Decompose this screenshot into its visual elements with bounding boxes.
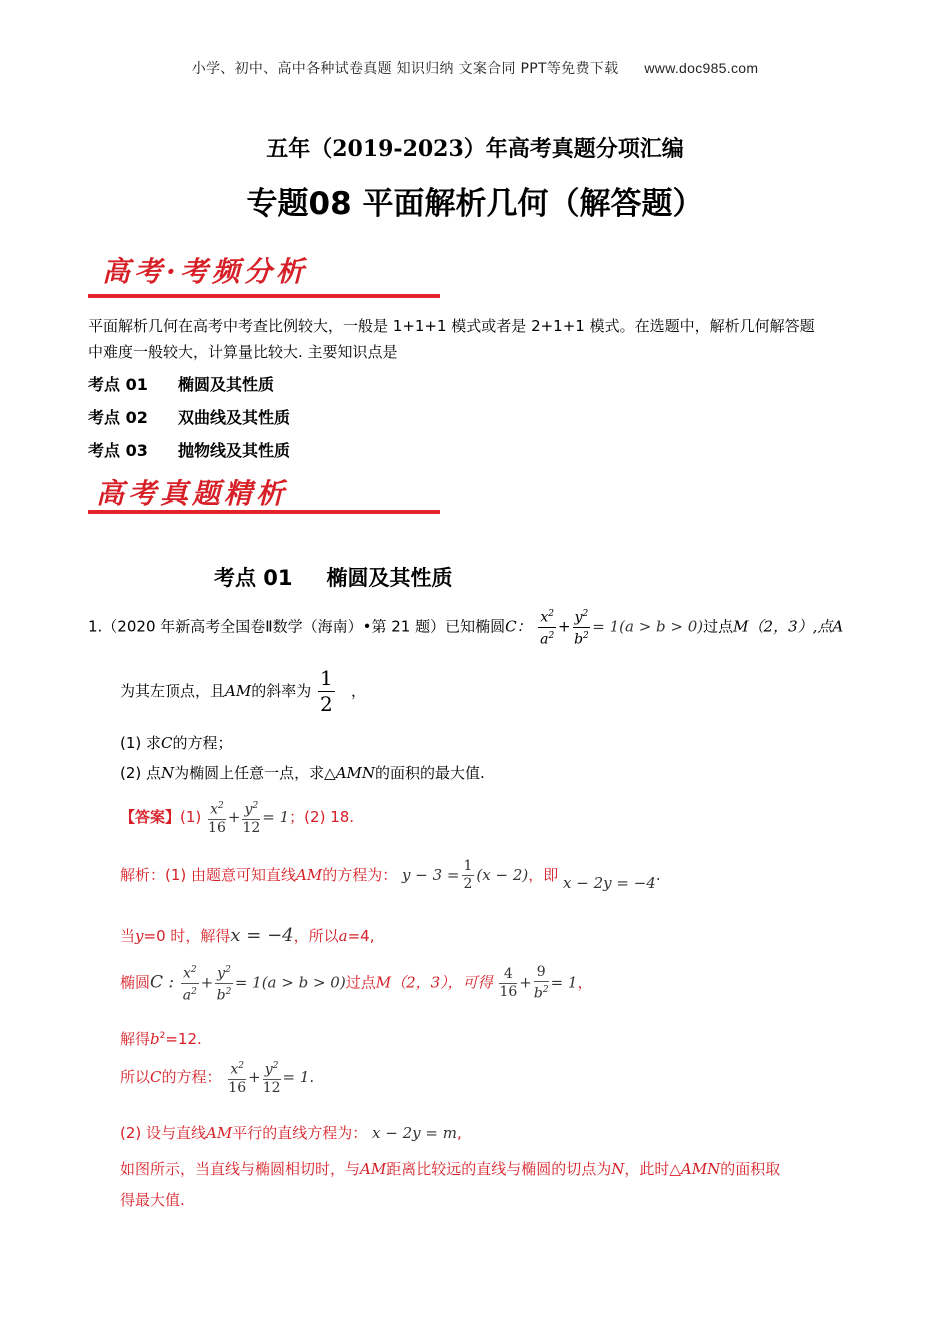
- question-2: (2) 点N为椭圆上任意一点，求△AMN的面积的最大值.: [120, 764, 485, 782]
- banner-underline: [88, 294, 440, 298]
- fraction: $\frac{x^2}{a^2}$: [181, 962, 199, 1004]
- page-title: 专题08 平面解析几何（解答题）: [246, 186, 704, 222]
- banner-underline: [88, 510, 440, 514]
- solution-line-1: 解析：(1) 由题意可知直线AM的方程为： y − 3 = $\frac{1}{2}$ (x − 2)，即 x − 2y = −4.: [120, 858, 661, 892]
- fraction: $\frac{x^2}{a^2}$: [538, 606, 556, 648]
- answer-line: 【答案】(1) $\frac{x^2}{16}$ + $\frac{y^2}{12}$ = 1；(2) 18.: [120, 798, 354, 837]
- header-site[interactable]: www.doc985.com: [644, 60, 759, 76]
- solution-line-8: 得最大值.: [120, 1191, 185, 1209]
- fraction: $\frac{y^2}{12}$: [263, 1058, 281, 1097]
- fraction: $\frac{1}{2}$: [463, 858, 473, 892]
- page-header: [0, 58, 950, 78]
- intro-line-2: 中难度一般较大，计算量比较大. 主要知识点是: [88, 343, 398, 361]
- banner-frequency-analysis: 高考·考频分析: [102, 255, 308, 288]
- intro-line-1: 平面解析几何在高考中考查比例较大，一般是 1+1+1 模式或者是 2+1+1 模式。在选题中，解析几何解答题: [88, 317, 815, 335]
- kaodian-item: 考点 02 双曲线及其性质: [88, 408, 291, 427]
- solution-line-6: (2) 设与直线AM平行的直线方程为： x − 2y = m,: [120, 1124, 462, 1142]
- page-subtitle: 五年（2019-2023）年高考真题分项汇编: [266, 136, 684, 162]
- fraction: $\frac{4}{16}$: [499, 965, 518, 1000]
- problem-statement: 1.（2020 年新高考全国卷Ⅱ数学（海南）•第 21 题）已知椭圆C： $\frac{x^2}{a^2}$ + $\frac{y^2}{b^2}$ = 1(a > b > 0)过点M（2，3）,点A: [88, 606, 888, 648]
- fraction: $\frac{9}{b^2}$: [533, 963, 549, 1002]
- solution-line-2: 当y=0 时，解得x = −4，所以a=4,: [120, 925, 375, 946]
- fraction: $\frac{x^2}{16}$: [208, 798, 226, 837]
- fraction: $\frac{y^2}{b^2}$: [573, 606, 591, 648]
- fraction: $\frac{y^2}{12}$: [242, 798, 260, 837]
- section-heading: 考点 01 椭圆及其性质: [214, 566, 453, 590]
- kaodian-item: 考点 01 椭圆及其性质: [88, 375, 275, 394]
- question-1: (1) 求C的方程；: [120, 734, 233, 752]
- fraction: $\frac{y^2}{b^2}$: [215, 962, 233, 1004]
- solution-line-3: 椭圆C : $\frac{x^2}{a^2}$ + $\frac{y^2}{b^2}$ = 1(a > b > 0)过点M（2，3），可得 $\frac{4}{16}$ + $\frac{9}{b^2}$ = 1，: [120, 963, 593, 1004]
- fraction-one-half: $\frac{1}{2}$: [320, 666, 333, 716]
- fraction: $\frac{x^2}{16}$: [228, 1058, 246, 1097]
- solution-line-7: 如图所示，当直线与椭圆相切时，与AM距离比较远的直线与椭圆的切点为N，此时△AMN的面积取: [120, 1160, 781, 1178]
- intro-paragraph: [88, 313, 878, 365]
- solution-line-4: 解得$b^2=12$.: [120, 1030, 202, 1048]
- header-text: 小学、初中、高中各种试卷真题 知识归纳 文案合同 PPT等免费下载: [191, 61, 619, 77]
- banner-exam-analysis: 高考真题精析: [96, 477, 289, 510]
- answer-label: 【答案】: [120, 807, 181, 826]
- solution-line-5: 所以C的方程： $\frac{x^2}{16}$ + $\frac{y^2}{12}$ = 1.: [120, 1058, 314, 1097]
- problem-line-2: 为其左顶点，且AM的斜率为 $\frac{1}{2}$ ，: [120, 666, 367, 716]
- kaodian-item: 考点 03 抛物线及其性质: [88, 441, 291, 460]
